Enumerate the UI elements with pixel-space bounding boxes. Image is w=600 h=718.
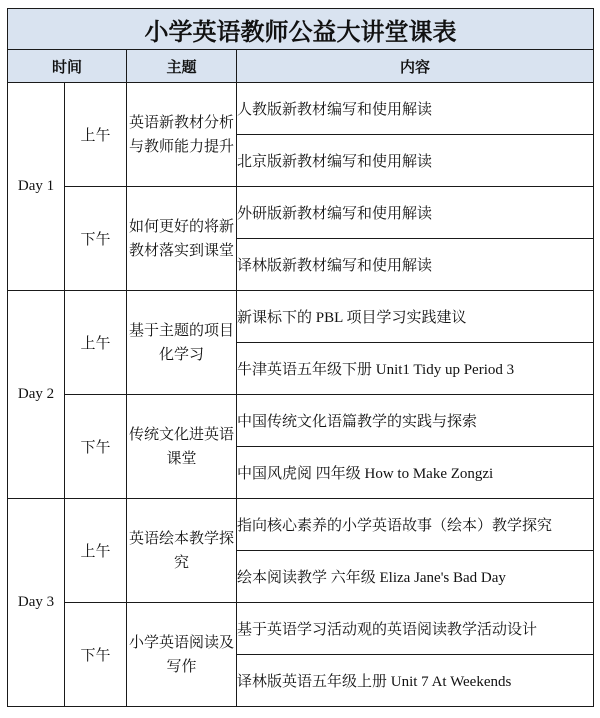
session-item: 牛津英语五年级下册 Unit1 Tidy up Period 3 (237, 343, 594, 395)
session-item: 外研版新教材编写和使用解读 (237, 187, 594, 239)
session-topic: 如何更好的将新教材落实到课堂 (127, 187, 237, 291)
session-item: 绘本阅读教学 六年级 Eliza Jane's Bad Day (237, 551, 594, 603)
day-label: Day 1 (8, 83, 65, 291)
session-item: 译林版新教材编写和使用解读 (237, 239, 594, 291)
session-topic: 基于主题的项目化学习 (127, 291, 237, 395)
period-label: 上午 (65, 291, 127, 395)
header-content: 内容 (237, 50, 594, 83)
session-item: 北京版新教材编写和使用解读 (237, 135, 594, 187)
page-title: 小学英语教师公益大讲堂课表 (8, 9, 594, 50)
session-item: 人教版新教材编写和使用解读 (237, 83, 594, 135)
session-topic: 英语新教材分析与教师能力提升 (127, 83, 237, 187)
session-item: 指向核心素养的小学英语故事（绘本）教学探究 (237, 499, 594, 551)
day-label: Day 2 (8, 291, 65, 499)
period-label: 下午 (65, 395, 127, 499)
period-label: 下午 (65, 187, 127, 291)
header-topic: 主题 (127, 50, 237, 83)
day-label: Day 3 (8, 499, 65, 707)
session-item: 译林版英语五年级上册 Unit 7 At Weekends (237, 655, 594, 707)
session-item: 新课标下的 PBL 项目学习实践建议 (237, 291, 594, 343)
session-item: 基于英语学习活动观的英语阅读教学活动设计 (237, 603, 594, 655)
session-topic: 传统文化进英语课堂 (127, 395, 237, 499)
schedule-table (7, 8, 594, 707)
session-item: 中国传统文化语篇教学的实践与探索 (237, 395, 594, 447)
period-label: 下午 (65, 603, 127, 707)
session-topic: 小学英语阅读及写作 (127, 603, 237, 707)
period-label: 上午 (65, 83, 127, 187)
session-topic: 英语绘本教学探究 (127, 499, 237, 603)
period-label: 上午 (65, 499, 127, 603)
session-item: 中国风虎阅 四年级 How to Make Zongzi (237, 447, 594, 499)
header-time: 时间 (8, 50, 127, 83)
